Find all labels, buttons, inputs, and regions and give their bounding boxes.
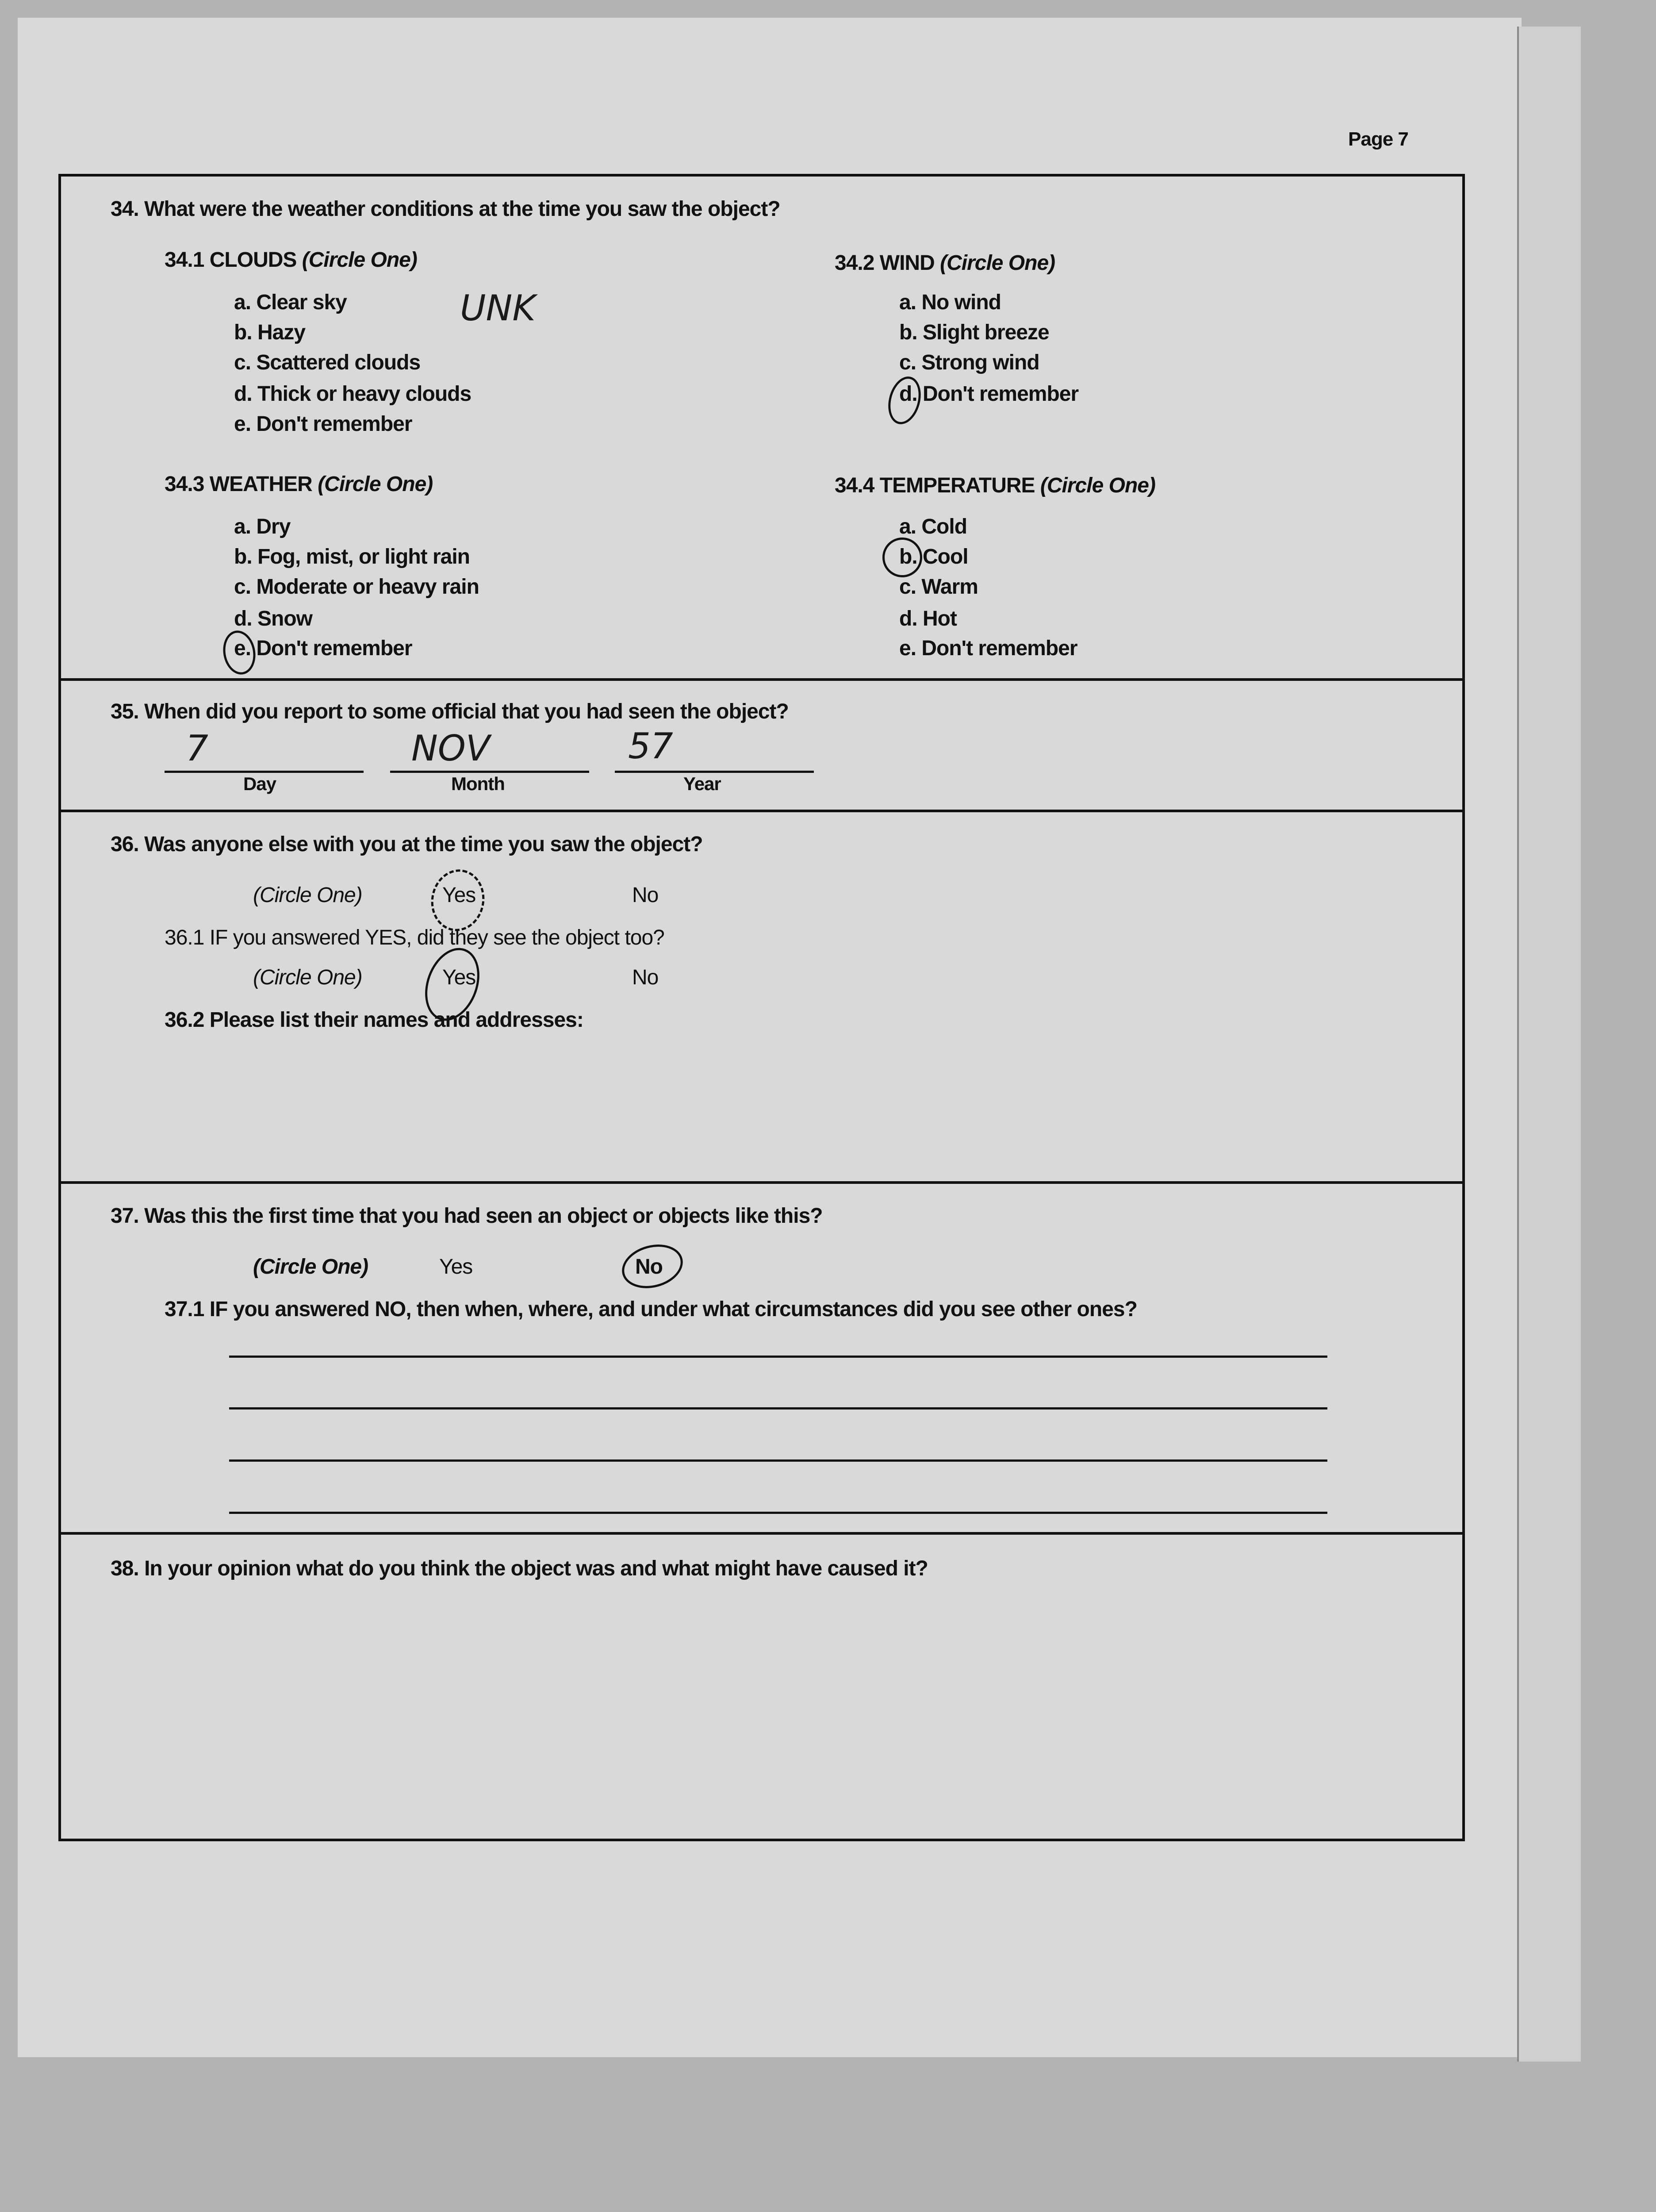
q36-2-question: 36.2 Please list their names and addresses: xyxy=(165,1008,583,1032)
q36-1-yes-option[interactable]: Yes xyxy=(442,966,476,989)
clouds-option[interactable]: a. Clear sky xyxy=(234,291,347,314)
temperature-heading xyxy=(835,473,1155,498)
q36-hint: (Circle One) xyxy=(253,883,362,907)
year-value[interactable]: 57 xyxy=(628,726,673,767)
year-line xyxy=(615,771,814,773)
month-label: Month xyxy=(451,773,505,794)
weather-heading xyxy=(165,472,433,496)
wind-option[interactable]: a. No wind xyxy=(899,291,1001,314)
answer-line[interactable] xyxy=(229,1356,1327,1358)
weather-option-selected[interactable]: e. Don't remember xyxy=(234,637,412,660)
temperature-option[interactable]: a. Cold xyxy=(899,515,967,538)
temperature-option[interactable]: d. Hot xyxy=(899,607,957,630)
day-value[interactable]: 7 xyxy=(186,728,208,769)
q38-question: 38. In your opinion what do you think the object was and what might have caused it? xyxy=(111,1557,928,1580)
q36-no-option[interactable]: No xyxy=(632,883,659,907)
answer-line[interactable] xyxy=(229,1459,1327,1462)
q35-question: 35. When did you report to some official that you had seen the object? xyxy=(111,700,789,723)
weather-heading-text: 34.3 WEATHER xyxy=(165,472,312,496)
q36-yes-option[interactable]: Yes xyxy=(442,883,476,907)
wind-option[interactable]: b. Slight breeze xyxy=(899,321,1049,344)
divider xyxy=(58,1532,1465,1535)
q37-no-option[interactable]: No xyxy=(635,1255,663,1279)
temperature-hint: (Circle One) xyxy=(1040,474,1155,497)
temperature-option[interactable]: c. Warm xyxy=(899,575,978,599)
clouds-heading-text: 34.1 CLOUDS xyxy=(165,248,297,272)
q36-1-hint: (Circle One) xyxy=(253,966,362,989)
wind-option-selected[interactable]: d. Don't remember xyxy=(899,382,1079,406)
temperature-heading-text: 34.4 TEMPERATURE xyxy=(835,474,1035,497)
divider xyxy=(58,678,1465,681)
q36-1-question: 36.1 IF you answered YES, did they see the object too? xyxy=(165,926,664,949)
q36-1-no-option[interactable]: No xyxy=(632,966,659,989)
clouds-option[interactable]: e. Don't remember xyxy=(234,412,412,436)
wind-heading xyxy=(835,251,1055,275)
divider xyxy=(58,810,1465,812)
q37-1-question: 37.1 IF you answered NO, then when, where, and under what circumstances did you see other ones? xyxy=(165,1298,1137,1321)
divider xyxy=(58,1181,1465,1184)
q36-question: 36. Was anyone else with you at the time you saw the object? xyxy=(111,833,703,856)
month-value[interactable]: NOV xyxy=(411,728,490,769)
answer-line[interactable] xyxy=(229,1512,1327,1514)
q37-yes-option[interactable]: Yes xyxy=(439,1255,473,1279)
wind-hint: (Circle One) xyxy=(940,251,1055,275)
wind-heading-text: 34.2 WIND xyxy=(835,251,935,275)
weather-option[interactable]: d. Snow xyxy=(234,607,312,630)
wind-option[interactable]: c. Strong wind xyxy=(899,351,1039,374)
underlying-page-edge xyxy=(1517,27,1581,2062)
temperature-option-selected[interactable]: b. Cool xyxy=(899,545,968,568)
clouds-handwritten-answer: UNK xyxy=(460,288,536,329)
weather-option[interactable]: c. Moderate or heavy rain xyxy=(234,575,479,599)
temperature-option[interactable]: e. Don't remember xyxy=(899,637,1077,660)
clouds-heading xyxy=(165,248,417,272)
clouds-hint: (Circle One) xyxy=(302,248,417,272)
answer-line[interactable] xyxy=(229,1407,1327,1409)
q37-question: 37. Was this the first time that you had seen an object or objects like this? xyxy=(111,1204,823,1228)
month-line xyxy=(390,771,589,773)
q34-question: 34. What were the weather conditions at the time you saw the object? xyxy=(111,197,780,221)
weather-hint: (Circle One) xyxy=(318,472,433,496)
q37-hint: (Circle One) xyxy=(253,1255,368,1279)
year-label: Year xyxy=(683,773,721,794)
day-label: Day xyxy=(243,773,276,794)
clouds-option[interactable]: d. Thick or heavy clouds xyxy=(234,382,472,406)
weather-option[interactable]: b. Fog, mist, or light rain xyxy=(234,545,470,568)
page-number: Page 7 xyxy=(1348,128,1408,150)
day-line xyxy=(165,771,364,773)
weather-option[interactable]: a. Dry xyxy=(234,515,291,538)
clouds-option[interactable]: c. Scattered clouds xyxy=(234,351,421,374)
selection-circle xyxy=(882,538,922,577)
clouds-option[interactable]: b. Hazy xyxy=(234,321,306,344)
